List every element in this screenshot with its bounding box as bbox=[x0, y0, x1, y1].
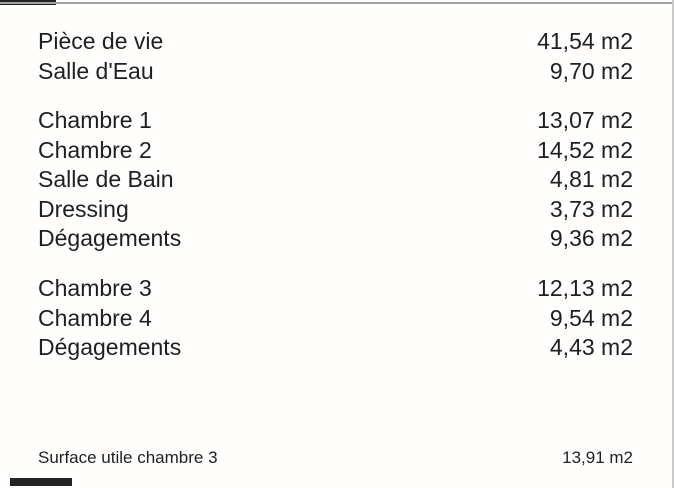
room-row bbox=[38, 274, 633, 304]
room-area-value: 4,43 m2 bbox=[549, 334, 633, 360]
room-row bbox=[38, 136, 633, 166]
room-row bbox=[38, 224, 633, 254]
summary-area-value: 13,91 m2 bbox=[562, 448, 633, 467]
room-label: Pièce de vie bbox=[38, 28, 164, 54]
room-row bbox=[38, 27, 633, 57]
surface-group-living bbox=[38, 27, 633, 86]
room-row bbox=[38, 106, 633, 136]
room-area-value: 13,07 m2 bbox=[537, 107, 633, 133]
room-area-value: 9,36 m2 bbox=[549, 225, 633, 251]
room-area-value: 14,52 m2 bbox=[537, 136, 633, 163]
surface-group-bedrooms-1-2 bbox=[38, 106, 633, 254]
room-label: Chambre 2 bbox=[38, 136, 152, 163]
room-area-value: 3,73 m2 bbox=[549, 195, 633, 222]
room-row bbox=[38, 57, 633, 87]
room-label: Salle d'Eau bbox=[38, 57, 154, 84]
room-label: Chambre 3 bbox=[38, 275, 152, 301]
room-label: Chambre 1 bbox=[38, 107, 152, 133]
summary-label: Surface utile chambre 3 bbox=[38, 448, 218, 467]
summary-row bbox=[38, 447, 633, 469]
room-label: Dressing bbox=[38, 195, 129, 222]
room-row bbox=[38, 304, 633, 334]
room-row bbox=[38, 195, 633, 225]
room-row bbox=[38, 165, 633, 195]
surface-group-bedrooms-3-4 bbox=[38, 274, 633, 363]
room-row bbox=[38, 333, 633, 363]
room-label: Salle de Bain bbox=[38, 166, 174, 192]
room-area-value: 9,54 m2 bbox=[549, 304, 633, 331]
wall-segment-bottom-left bbox=[10, 478, 72, 486]
room-label: Dégagements bbox=[38, 225, 182, 251]
room-label: Chambre 4 bbox=[38, 304, 152, 331]
room-area-value: 9,70 m2 bbox=[549, 57, 633, 84]
room-label: Dégagements bbox=[38, 334, 182, 360]
top-border-rule bbox=[0, 2, 674, 4]
room-area-value: 41,54 m2 bbox=[537, 28, 633, 54]
room-area-value: 4,81 m2 bbox=[549, 166, 633, 192]
room-area-value: 12,13 m2 bbox=[537, 275, 633, 301]
